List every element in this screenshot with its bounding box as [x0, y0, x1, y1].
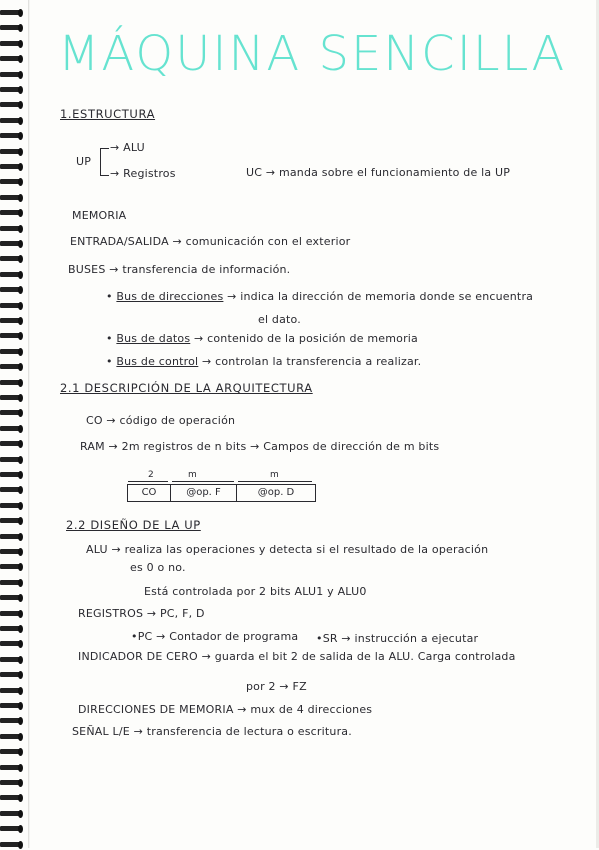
spiral-ring	[0, 778, 26, 788]
spiral-ring	[0, 23, 26, 33]
direcciones-line: DIRECCIONES DE MEMORIA → mux de 4 direcciones	[78, 703, 373, 716]
indicador-cont: por 2 → FZ	[246, 680, 307, 693]
page-edge-shadow	[28, 0, 30, 848]
ram-line: RAM → 2m registros de n bits → Campos de dirección de m bits	[80, 440, 440, 453]
registros-line: REGISTROS → PC, F, D	[78, 607, 205, 620]
alu-cont: es 0 o no.	[130, 561, 186, 574]
alu-line: ALU → realiza las operaciones y detecta si el resultado de la operación	[86, 543, 489, 556]
format-width-d: m	[270, 470, 279, 480]
up-bracket	[100, 148, 109, 176]
format-cell-f: @op. F	[171, 485, 237, 501]
bus-control-item: • Bus de control → controlan la transferencia a realizar.	[106, 355, 422, 368]
sr-line: •SR → instrucción a ejecutar	[316, 632, 479, 645]
up-registros: → Registros	[110, 167, 176, 180]
page-title: MÁQUINA SENCILLA	[58, 26, 567, 82]
up-alu-text: ALU	[123, 141, 145, 154]
dim-arrow-co	[128, 481, 168, 482]
format-width-f: m	[188, 470, 197, 480]
spiral-ring	[0, 162, 26, 172]
entrada-salida-line: ENTRADA/SALIDA → comunicación con el exterior	[70, 235, 351, 248]
up-alu: → ALU	[110, 141, 145, 154]
spiral-ring	[0, 824, 26, 834]
spiral-ring	[0, 131, 26, 141]
uc-line: UC → manda sobre el funcionamiento de la UP	[246, 166, 511, 179]
spiral-ring	[0, 393, 26, 403]
up-registros-text: Registros	[123, 167, 176, 180]
spiral-ring	[0, 578, 26, 588]
bus-direcciones-item: • Bus de direcciones → indica la dirección de memoria donde se encuentra	[106, 290, 534, 303]
spiral-ring	[0, 408, 26, 418]
spiral-ring	[0, 301, 26, 311]
bus-direcciones-term: Bus de direcciones	[116, 290, 224, 303]
bus-direcciones-text: → indica la dirección de memoria donde se encuentra	[227, 290, 534, 303]
memoria-label: MEMORIA	[72, 209, 127, 222]
spiral-ring	[0, 809, 26, 819]
section-22-heading: 2.2 DISEÑO DE LA UP	[66, 518, 201, 532]
spiral-ring	[0, 316, 26, 326]
spiral-ring	[0, 208, 26, 218]
spiral-ring	[0, 362, 26, 372]
up-label: UP	[76, 155, 92, 168]
spiral-ring	[0, 285, 26, 295]
spiral-ring	[0, 147, 26, 157]
spiral-ring	[0, 516, 26, 526]
spiral-ring	[0, 686, 26, 696]
bus-datos-term: Bus de datos	[116, 332, 191, 345]
spiral-ring	[0, 85, 26, 95]
spiral-ring	[0, 439, 26, 449]
section-1-heading: 1.ESTRUCTURA	[60, 107, 156, 121]
notebook-spiral	[0, 0, 30, 848]
senal-line: SEÑAL L/E → transferencia de lectura o escritura.	[72, 725, 352, 738]
spiral-ring	[0, 562, 26, 572]
spiral-ring	[0, 532, 26, 542]
spiral-ring	[0, 100, 26, 110]
spiral-ring	[0, 193, 26, 203]
pc-line: •PC → Contador de programa	[131, 630, 299, 643]
spiral-ring	[0, 840, 26, 850]
spiral-ring	[0, 39, 26, 49]
buses-line: BUSES → transferencia de información.	[68, 263, 291, 276]
spiral-ring	[0, 793, 26, 803]
bus-control-term: Bus de control	[116, 355, 199, 368]
spiral-ring	[0, 716, 26, 726]
spiral-ring	[0, 732, 26, 742]
spiral-ring	[0, 116, 26, 126]
format-cell-d: @op. D	[257, 487, 295, 498]
indicador-line: INDICADOR DE CERO → guarda el bit 2 de salida de la ALU. Carga controlada	[78, 650, 516, 663]
bus-control-text: → controlan la transferencia a realizar.	[202, 355, 422, 368]
format-cell-co: CO	[128, 485, 171, 501]
spiral-ring	[0, 701, 26, 711]
spiral-ring	[0, 8, 26, 18]
spiral-ring	[0, 670, 26, 680]
spiral-ring	[0, 655, 26, 665]
spiral-ring	[0, 331, 26, 341]
bus-direcciones-cont: el dato.	[258, 313, 301, 326]
spiral-ring	[0, 455, 26, 465]
spiral-ring	[0, 254, 26, 264]
dim-arrow-f	[172, 481, 234, 482]
spiral-ring	[0, 593, 26, 603]
alu-control: Está controlada por 2 bits ALU1 y ALU0	[144, 585, 367, 598]
spiral-ring	[0, 347, 26, 357]
instruction-format-table	[127, 484, 316, 502]
spiral-ring	[0, 609, 26, 619]
spiral-ring	[0, 424, 26, 434]
spiral-ring	[0, 624, 26, 634]
bus-datos-text: → contenido de la posición de memoria	[193, 332, 419, 345]
spiral-ring	[0, 224, 26, 234]
spiral-ring	[0, 270, 26, 280]
spiral-ring	[0, 470, 26, 480]
spiral-ring	[0, 239, 26, 249]
spiral-ring	[0, 177, 26, 187]
spiral-ring	[0, 70, 26, 80]
spiral-ring	[0, 501, 26, 511]
bus-datos-item: • Bus de datos → contenido de la posición de memoria	[106, 332, 419, 345]
spiral-ring	[0, 547, 26, 557]
spiral-ring	[0, 639, 26, 649]
format-width-co: 2	[148, 470, 154, 480]
spiral-ring	[0, 485, 26, 495]
spiral-ring	[0, 378, 26, 388]
co-line: CO → código de operación	[86, 414, 236, 427]
spiral-ring	[0, 763, 26, 773]
spiral-ring	[0, 747, 26, 757]
section-21-heading: 2.1 DESCRIPCIÓN DE LA ARQUITECTURA	[60, 381, 313, 395]
dim-arrow-d	[238, 481, 312, 482]
spiral-ring	[0, 54, 26, 64]
